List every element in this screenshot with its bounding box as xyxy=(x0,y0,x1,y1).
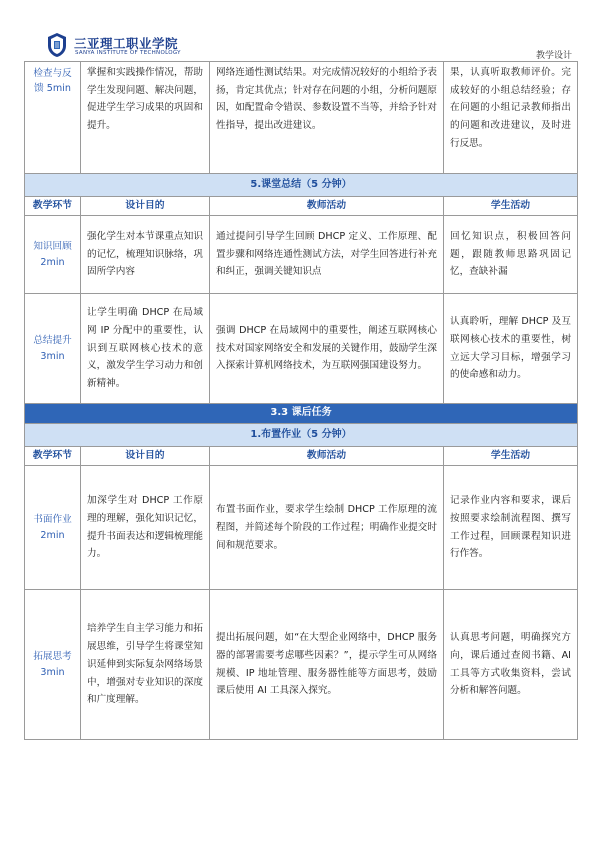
document-type: 教学设计 xyxy=(535,51,572,61)
purpose-cell: 让学生明确 DHCP 在局域网 IP 分配中的重要性，认识到互联网核心技术的意义，激发学生学习动力和创新精神。 xyxy=(81,294,210,404)
stage-cell: 知识回顾 2min xyxy=(25,216,81,294)
student-activity-cell: 认真聆听，理解 DHCP 及互联网核心技术的重要性，树立远大学习目标，增强学习的使命感和动力。 xyxy=(444,294,578,404)
section-title-after-class: 3.3 课后任务 xyxy=(25,404,578,424)
table-row xyxy=(25,294,578,404)
stage-cell: 拓展思考 3min xyxy=(25,590,81,740)
student-activity-cell: 记录作业内容和要求，课后按照要求绘制流程图、撰写工作过程，回顾课程知识进行作答。 xyxy=(444,466,578,590)
column-header: 教师活动 xyxy=(210,447,444,466)
table-row xyxy=(25,216,578,294)
column-header: 学生活动 xyxy=(444,197,578,216)
section-title-summary: 5.课堂总结（5 分钟） xyxy=(25,174,578,197)
table-row xyxy=(25,466,578,590)
teacher-activity-cell: 强调 DHCP 在局域网中的重要性，阐述互联网核心技术对国家网络安全和发展的关键作用，鼓励学生深入探索计算机网络技术，为互联网强国建设努力。 xyxy=(210,294,444,404)
column-header: 设计目的 xyxy=(81,197,210,216)
purpose-cell: 加深学生对 DHCP 工作原理的理解，强化知识记忆，提升书面表达和逻辑梳理能力。 xyxy=(81,466,210,590)
school-logo-icon xyxy=(46,32,68,58)
table-row xyxy=(25,590,578,740)
teacher-activity-cell: 通过提问引导学生回顾 DHCP 定义、工作原理、配置步骤和网络连通性测试方法，对学生回答进行补充和纠正，强调关键知识点 xyxy=(210,216,444,294)
student-activity-cell: 果，认真听取教师评价。完成较好的小组总结经验；存在问题的小组记录教师指出的问题和改进建议，及时进行反思。 xyxy=(444,62,578,174)
purpose-cell: 掌握和实践操作情况，帮助学生发现问题、解决问题，促进学生学习成果的巩固和提升。 xyxy=(81,62,210,174)
page-header xyxy=(22,30,578,64)
column-header: 教学环节 xyxy=(25,447,81,466)
purpose-cell: 培养学生自主学习能力和拓展思维，引导学生将课堂知识延伸到实际复杂网络场景中，增强对专业知识的深度和广度理解。 xyxy=(81,590,210,740)
column-header-row xyxy=(25,447,578,466)
teacher-activity-cell: 布置书面作业，要求学生绘制 DHCP 工作原理的流程图，并简述每个阶段的工作过程；明确作业提交时间和规范要求。 xyxy=(210,466,444,590)
section-title-homework: 1.布置作业（5 分钟） xyxy=(25,424,578,447)
column-header: 学生活动 xyxy=(444,447,578,466)
stage-cell: 书面作业 2min xyxy=(25,466,81,590)
school-name-english: SANYA INSTITUTE OF TECHNOLOGY xyxy=(75,50,181,56)
column-header: 教学环节 xyxy=(25,197,81,216)
teacher-activity-cell: 提出拓展问题，如“在大型企业网络中，DHCP 服务器的部署需要考虑哪些因素？”，提示学生可从网络规模、IP 地址管理、服务器性能等方面思考，鼓励课后使用 AI 工具深入探究。 xyxy=(210,590,444,740)
column-header-row xyxy=(25,197,578,216)
student-activity-cell: 认真思考问题，明确探究方向，课后通过查阅书籍、AI 工具等方式收集资料，尝试分析和解答问题。 xyxy=(444,590,578,740)
lesson-plan-table xyxy=(24,61,578,740)
table-row-feedback xyxy=(25,62,578,174)
stage-cell: 检查与反馈 5min xyxy=(25,62,81,174)
school-name: 三亚理工职业学院 xyxy=(74,36,179,51)
student-activity-cell: 回忆知识点，积极回答问题，跟随教师思路巩固记忆，查缺补漏 xyxy=(444,216,578,294)
column-header: 设计目的 xyxy=(81,447,210,466)
stage-cell: 总结提升 3min xyxy=(25,294,81,404)
column-header: 教师活动 xyxy=(210,197,444,216)
purpose-cell: 强化学生对本节课重点知识的记忆，梳理知识脉络，巩固所学内容 xyxy=(81,216,210,294)
teacher-activity-cell: 网络连通性测试结果。对完成情况较好的小组给予表扬，肯定其优点；针对存在问题的小组，分析问题原因，如配置命令错误、参数设置不当等，并给予针对性指导，提出改进建议。 xyxy=(210,62,444,174)
